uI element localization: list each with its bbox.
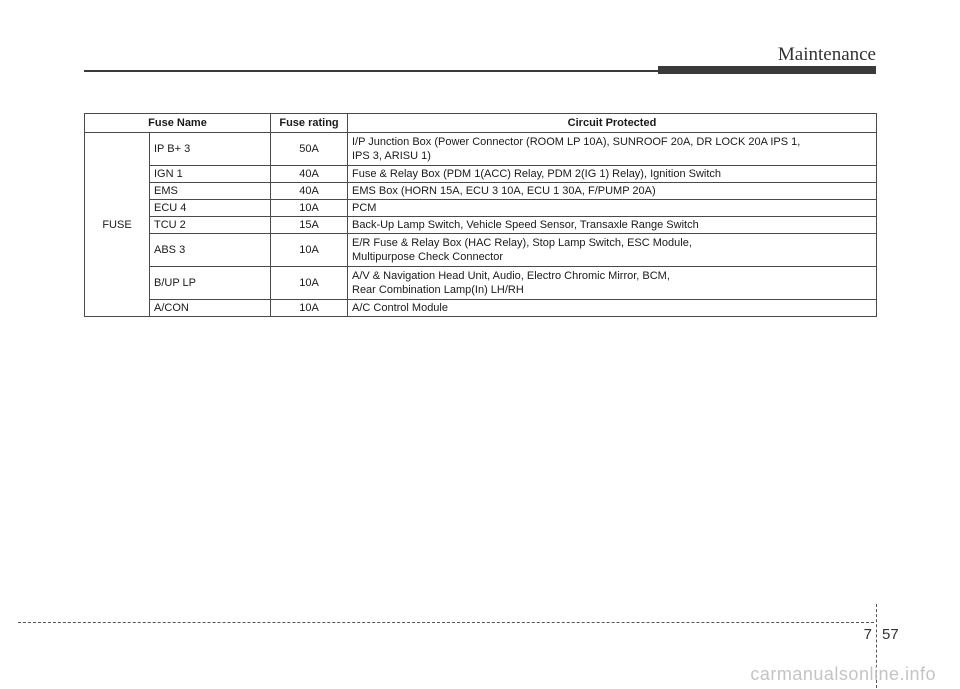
fuse-name-cell: ABS 3 [150,234,271,267]
fuse-rating-cell: 15A [271,217,348,234]
fuse-rating-cell: 40A [271,183,348,200]
circuit-protected-cell [348,300,877,317]
table-row [85,133,877,166]
page-number: 57 [882,626,899,643]
table-row [85,300,877,317]
fuse-name-cell: B/UP LP [150,267,271,300]
table-row [85,234,877,267]
circuit-line: Rear Combination Lamp(In) LH/RH [352,284,524,296]
header-rule-accent [658,66,876,74]
column-header-fuse-rating: Fuse rating [271,114,348,133]
table-row [85,183,877,200]
circuit-line: Fuse & Relay Box (PDM 1(ACC) Relay, PDM 2(IG 1) Relay), Ignition Switch [352,168,722,180]
circuit-line: A/V & Navigation Head Unit, Audio, Electro Chromic Mirror, BCM, [352,270,670,282]
fuse-name-cell: EMS [150,183,271,200]
circuit-line: Back-Up Lamp Switch, Vehicle Speed Sensor, Transaxle Range Switch [352,219,699,231]
watermark: carmanualsonline.info [750,664,936,684]
table-row [85,166,877,183]
table-row [85,267,877,300]
fuse-name-cell: IGN 1 [150,166,271,183]
header-rule [84,70,660,72]
fuse-rating-cell: 10A [271,267,348,300]
circuit-line: PCM [352,202,377,214]
footer-rule [18,622,874,623]
circuit-line: Multipurpose Check Connector [352,251,504,263]
table-row [85,200,877,217]
fuse-rating-cell: 10A [271,234,348,267]
circuit-line: A/C Control Module [352,302,448,314]
fuse-group-label: FUSE [85,133,150,317]
circuit-protected-cell [348,234,877,267]
circuit-line: EMS Box (HORN 15A, ECU 3 10A, ECU 1 30A, F/PUMP 20A) [352,185,656,197]
fuse-rating-cell: 10A [271,300,348,317]
circuit-protected-cell [348,183,877,200]
fuse-rating-cell: 10A [271,200,348,217]
circuit-line: IPS 3, ARISU 1) [352,150,431,162]
circuit-line: E/R Fuse & Relay Box (HAC Relay), Stop Lamp Switch, ESC Module, [352,237,692,249]
fuse-name-cell: A/CON [150,300,271,317]
column-header-circuit-protected: Circuit Protected [348,114,877,133]
table-body [85,133,877,317]
fuse-table [84,113,877,317]
circuit-protected-cell [348,267,877,300]
fuse-rating-cell: 40A [271,166,348,183]
table-header-row [85,114,877,133]
chapter-number: 7 [863,626,872,643]
circuit-protected-cell [348,200,877,217]
fuse-name-cell: ECU 4 [150,200,271,217]
circuit-line: I/P Junction Box (Power Connector (ROOM LP 10A), SUNROOF 20A, DR LOCK 20A IPS 1, [352,136,801,148]
circuit-protected-cell [348,133,877,166]
table-row [85,217,877,234]
fuse-name-cell: TCU 2 [150,217,271,234]
section-title: Maintenance [777,44,876,65]
circuit-protected-cell [348,217,877,234]
circuit-protected-cell [348,166,877,183]
column-header-fuse-name: Fuse Name [85,114,271,133]
fuse-name-cell: IP B+ 3 [150,133,271,166]
fuse-rating-cell: 50A [271,133,348,166]
